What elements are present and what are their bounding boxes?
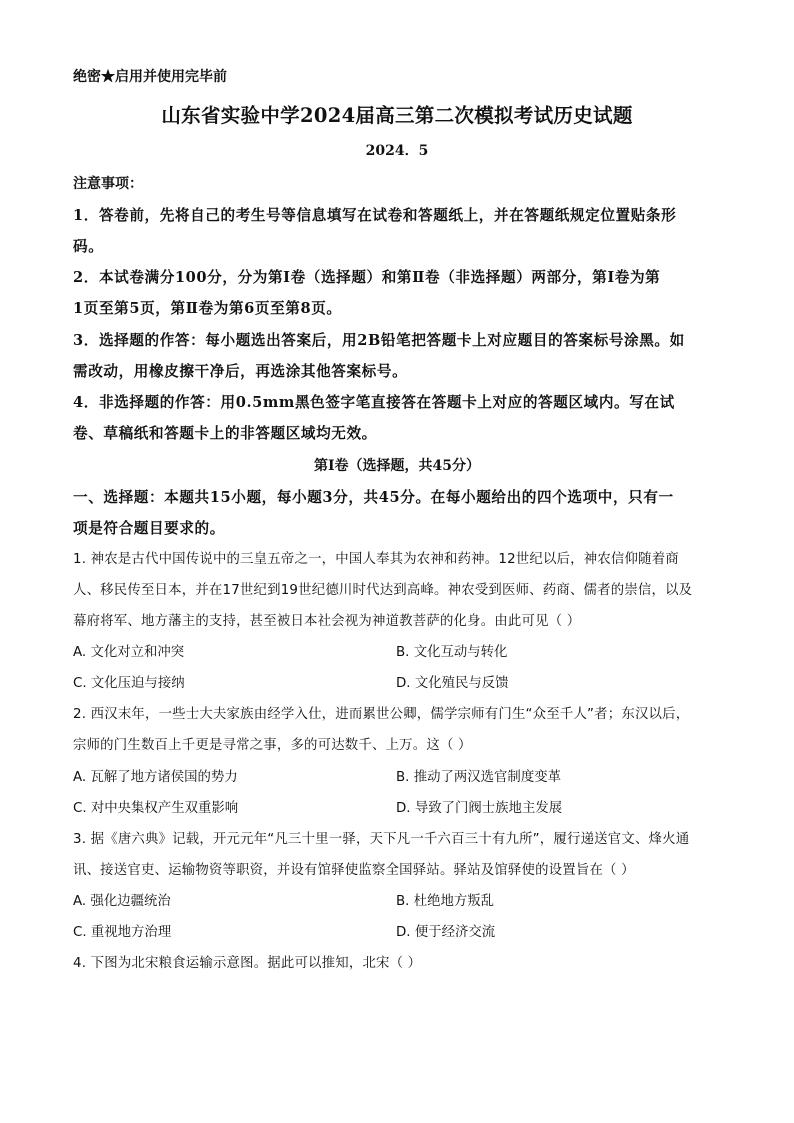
question-1-option-d: D. 文化殖民与反馈 bbox=[396, 676, 509, 691]
question-2-option-d: D. 导致了门阀士族地主发展 bbox=[396, 801, 563, 816]
question-1-text: 1. 神农是古代中国传说中的三皇五帝之一，中国人奉其为农神和药神。12世纪以后，神农信仰随着商 bbox=[73, 552, 679, 567]
question-1-option-a: A. 文化对立和冲突 bbox=[73, 645, 185, 660]
question-3-option-b: B. 杜绝地方叛乱 bbox=[396, 894, 495, 909]
exam-date: 2024．5 bbox=[365, 143, 429, 159]
notice-line: 2．本试卷满分100分，分为第Ⅰ卷（选择题）和第Ⅱ卷（非选择题）两部分，第Ⅰ卷为第 bbox=[73, 269, 661, 286]
notice-line: 需改动，用橡皮擦干净后，再选涂其他答案标号。 bbox=[73, 363, 408, 380]
section-title: 第Ⅰ卷（选择题，共45分） bbox=[313, 458, 481, 474]
part-instruction: 项是符合题目要求的。 bbox=[73, 520, 225, 537]
question-4-text: 4. 下图为北宋粮食运输示意图。据此可以推知，北宋（ ） bbox=[73, 956, 422, 971]
notice-line: 卷、草稿纸和答题卡上的非答题区域均无效。 bbox=[73, 425, 377, 442]
question-2-option-b: B. 推动了两汉选官制度变革 bbox=[396, 770, 561, 785]
notice-line: 3．选择题的作答：每小题选出答案后，用2B铅笔把答题卡上对应题目的答案标号涂黑。如 bbox=[73, 332, 685, 349]
notice-line: 1页至第5页，第Ⅱ卷为第6页至第8页。 bbox=[73, 300, 342, 317]
question-3-text: 3. 据《唐六典》记载，开元元年“凡三十里一驿，天下凡一千六百三十有九所”，履行递送官文、烽火通 bbox=[73, 832, 690, 847]
question-1-text: 幕府将军、地方藩主的支持，甚至被日本社会视为神道教菩萨的化身。由此可见（ ） bbox=[73, 614, 581, 629]
question-1-option-b: B. 文化互动与转化 bbox=[396, 645, 508, 660]
question-1-option-c: C. 文化压迫与接纳 bbox=[73, 676, 185, 691]
notice-line: 1．答卷前，先将自己的考生号等信息填写在试卷和答题纸上，并在答题纸规定位置贴条形 bbox=[73, 207, 677, 224]
question-1-text: 人、移民传至日本，并在17世纪到19世纪德川时代达到高峰。神农受到医师、药商、儒者的崇信，以及 bbox=[73, 583, 693, 598]
notice-line: 4．非选择题的作答：用0.5mm黑色签字笔直接答在答题卡上对应的答题区域内。写在试 bbox=[73, 394, 675, 411]
secret-mark: 绝密★启用并使用完毕前 bbox=[73, 69, 227, 85]
question-3-option-a: A. 强化边疆统治 bbox=[73, 894, 171, 909]
question-2-text: 2. 西汉末年，一些士大夫家族由经学入仕，进而累世公卿，儒学宗师有门生“众至千人”者；东汉以后， bbox=[73, 707, 690, 722]
question-2-option-a: A. 瓦解了地方诸侯国的势力 bbox=[73, 770, 238, 785]
page-title: 山东省实验中学2024届高三第二次模拟考试历史试题 bbox=[161, 104, 633, 127]
notice-line: 码。 bbox=[73, 238, 104, 255]
question-2-text: 宗师的门生数百上千更是寻常之事，多的可达数千、上万。这（ ） bbox=[73, 738, 472, 753]
part-instruction: 一、选择题：本题共15小题，每小题3分，共45分。在每小题给出的四个选项中，只有一 bbox=[73, 489, 674, 506]
question-2-option-c: C. 对中央集权产生双重影响 bbox=[73, 801, 239, 816]
question-3-option-c: C. 重视地方治理 bbox=[73, 925, 172, 940]
question-3-option-d: D. 便于经济交流 bbox=[396, 925, 496, 940]
notice-title: 注意事项： bbox=[73, 176, 143, 192]
question-3-text: 讯、接送官吏、运输物资等职资，并设有馆驿使监察全国驿站。驿站及馆驿使的设置旨在（ ） bbox=[73, 863, 635, 878]
